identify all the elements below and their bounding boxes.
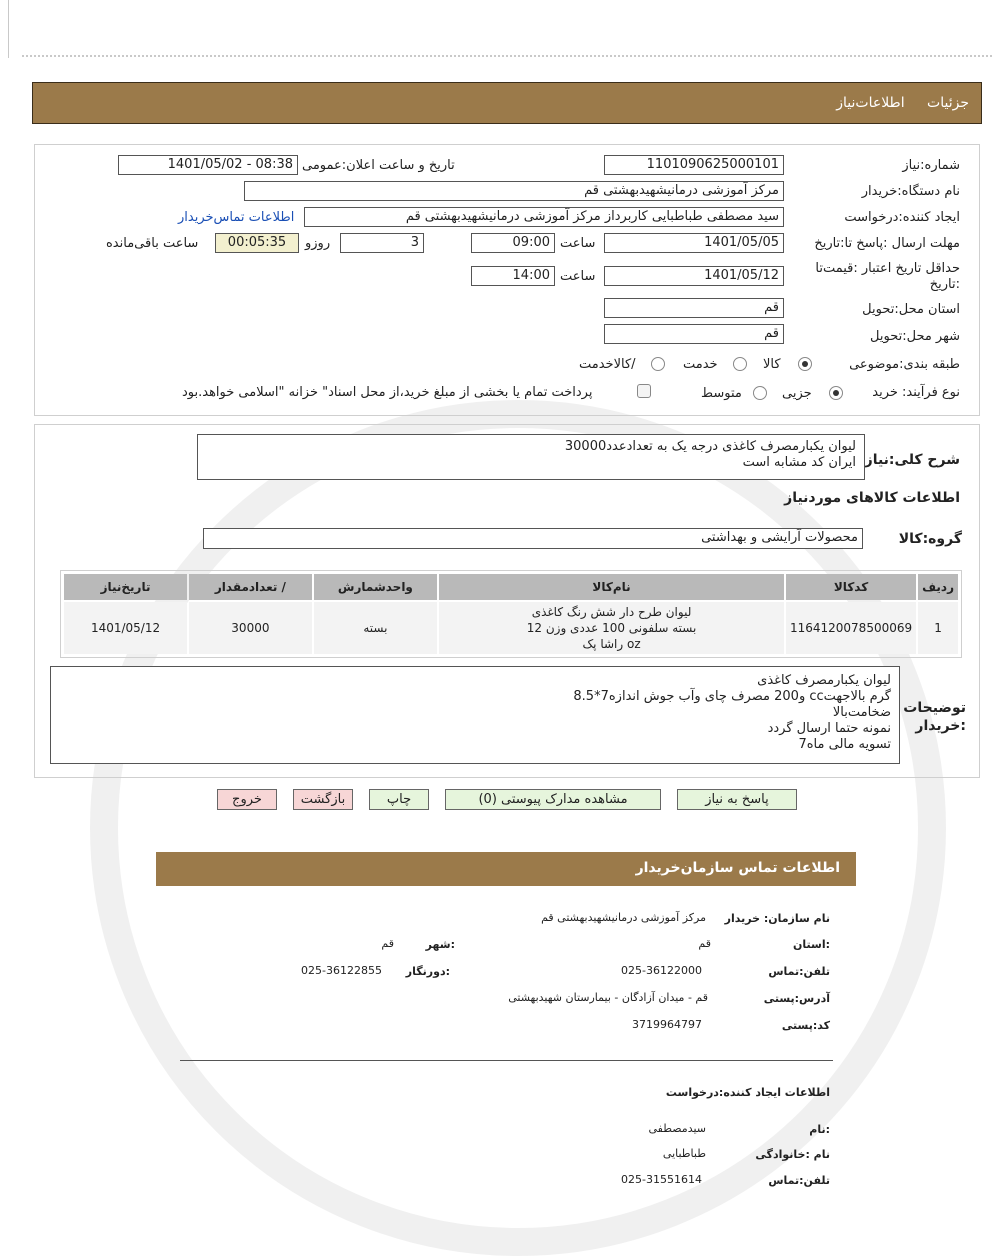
buyer-notes-box [50,666,900,764]
contact-province-value: قم [698,937,711,950]
deadline-date-field: 1401/05/05 [604,233,784,253]
category-label: طبقه بندی:موضوعی [849,357,960,372]
attachments-button[interactable]: مشاهده مدارک پیوستی (0) [445,789,661,810]
deadline-label: مهلت ارسال :پاسخ تا:تاریخ [814,236,960,251]
contact-title: اطلاعات تماس سازمان‌خریدار [635,860,840,876]
buyer-contact-link[interactable]: اطلاعات تماس‌خریدار [178,210,295,225]
buyer-org-label: نام دستگاه:خریدار [861,184,960,199]
col-unit: واحدشمارش [314,574,437,600]
province-field: قم [604,298,784,318]
contact-divider [180,1060,833,1061]
creator-field: سید مصطفی طباطبایی کاربرداز مرکز آموزشی درمانیشهیدبهشتی قم [304,207,784,227]
contact-province-label: :استان [793,938,830,951]
col-date: تاریخ‌نیاز [64,574,187,600]
treasury-text: پرداخت تمام یا بخشی از مبلغ خرید،از محل اسناد" خزانه "اسلامی خواهد.بود [182,385,593,400]
items-table [62,572,960,656]
category-service-radio[interactable] [733,357,747,371]
validity-time-field: 14:00 [471,266,555,286]
goods-group-label: گروه:کالا [898,531,962,547]
category-both-radio[interactable] [651,357,665,371]
frame-line [8,0,9,58]
note-line-3: ضخامت‌بالا [832,705,891,720]
days-label: روزو [305,236,331,251]
creator-name-label: :نام [809,1123,830,1136]
creator-phone-value: 025-31551614 [621,1173,702,1186]
creator-family-value: طباطبایی [662,1147,706,1160]
contact-city-label: :شهر [425,938,455,951]
goods-info-title: اطلاعات کالاهای موردنیاز [784,490,960,506]
validity-label-2: :تاریخ [929,277,960,292]
divider [22,55,992,57]
exit-button[interactable]: خروج [217,789,277,810]
category-goods-radio[interactable] [798,357,812,371]
contact-address-value: قم - میدان آزادگان - بیمارستان شهیدبهشتی [508,991,708,1004]
contact-address-label: آدرس:پستی [763,992,830,1005]
cell-name-line-2: بسته سلفونی 100 عددی وزن 12 [526,621,697,635]
note-line-1: لیوان یکبارمصرف کاغذی [757,673,891,688]
creator-family-label: نام :خانوادگی [755,1148,830,1161]
need-number-label: شماره:نیاز [902,158,960,173]
contact-postal-label: کد:پستی [781,1019,830,1032]
validity-time-label: ساعت [560,269,596,284]
buyer-org-field: مرکز آموزشی درمانیشهیدبهشتی قم [244,181,784,201]
process-medium-radio[interactable] [753,386,767,400]
process-minor-label: جزیی [782,386,812,401]
contact-city-value: قم [381,937,394,950]
contact-postal-value: 3719964797 [632,1018,702,1031]
summary-label: شرح کلی:نیاز [864,452,960,468]
contact-phone-label: تلفن:تماس [768,965,830,978]
remaining-label: ساعت باقی‌مانده [106,236,199,251]
summary-box [197,434,865,480]
table-row [64,602,958,654]
note-line-5: تسویه مالی ماه7 [798,737,891,752]
cell-unit: بسته [314,602,437,654]
contact-phone-value: 025-36122000 [621,964,702,977]
validity-date-field: 1401/05/12 [604,266,784,286]
header-bar [32,82,982,124]
buyer-notes-label: توضیحات [903,700,966,716]
col-name: نام‌کالا [439,574,784,600]
summary-line-1: لیوان یکبارمصرف کاغذی درجه یک به تعدادعدد30000 [564,439,856,454]
announce-field: 1401/05/02 - 08:38 [118,155,298,175]
cell-name [439,602,784,654]
cell-row: 1 [918,602,958,654]
col-qty: / تعدادمقدار [189,574,312,600]
contact-fax-value: 025-36122855 [301,964,382,977]
cell-date: 1401/05/12 [64,602,187,654]
creator-name-value: سیدمصطفی [648,1122,706,1135]
province-label: استان محل:تحویل [862,302,960,317]
buyer-notes-label-2: :خریدار [915,718,966,734]
cell-code: 1164120078500069 [786,602,916,654]
tab-need-info[interactable]: اطلاعات‌نیاز [836,95,905,111]
deadline-time-label: ساعت [560,236,596,251]
remaining-days-field: 3 [340,233,424,253]
contact-fax-label: :دورنگار [405,965,450,978]
creator-label: ایجاد کننده:درخواست [844,210,960,225]
tab-details[interactable]: جزئیات [927,95,969,111]
category-both-label: /کالاخدمت [579,357,636,372]
back-button[interactable]: بازگشت [293,789,353,810]
deadline-time-field: 09:00 [471,233,555,253]
cell-qty: 30000 [189,602,312,654]
goods-group-field: محصولات آرایشی و بهداشتی [203,528,863,549]
note-line-2: گرم بالاجهتcc و200 مصرف چای وآب جوش اندازه7*8.5 [573,689,891,704]
cell-name-line-3: oz راشا پک [582,637,641,651]
creator-phone-label: تلفن:تماس [768,1174,830,1187]
note-line-4: نمونه حتما ارسال گردد [767,721,891,736]
col-code: کدکالا [786,574,916,600]
process-minor-radio[interactable] [829,386,843,400]
process-medium-label: متوسط [701,386,742,401]
contact-org-label: نام سازمان: خریدار [724,912,830,925]
cell-name-line-1: لیوان طرح دار شش رنگ کاغذی [531,605,692,619]
summary-line-2: ایران کد مشابه است [742,455,856,470]
treasury-checkbox[interactable] [637,384,651,398]
print-button[interactable]: چاپ [369,789,429,810]
process-label: نوع فرآیند: خرید [872,385,960,400]
table-header-row [64,574,958,600]
contact-header [156,852,856,886]
reply-button[interactable]: پاسخ به نیاز [677,789,797,810]
category-service-label: خدمت [683,357,718,372]
creator-info-title: اطلاعات ایجاد کننده:درخواست [665,1086,830,1099]
validity-label: حداقل تاریخ اعتبار :قیمت‌تا [815,261,960,276]
contact-org-value: مرکز آموزشی درمانیشهیدبهشتی قم [541,911,706,924]
announce-label: تاریخ و ساعت اعلان:عمومی [302,158,455,173]
need-number-field: 1101090625000101 [604,155,784,175]
remaining-time-timer: 00:05:35 [215,233,299,253]
city-label: شهر محل:تحویل [870,329,960,344]
category-goods-label: کالا [763,357,781,372]
col-row: ردیف [918,574,958,600]
city-field: قم [604,324,784,344]
